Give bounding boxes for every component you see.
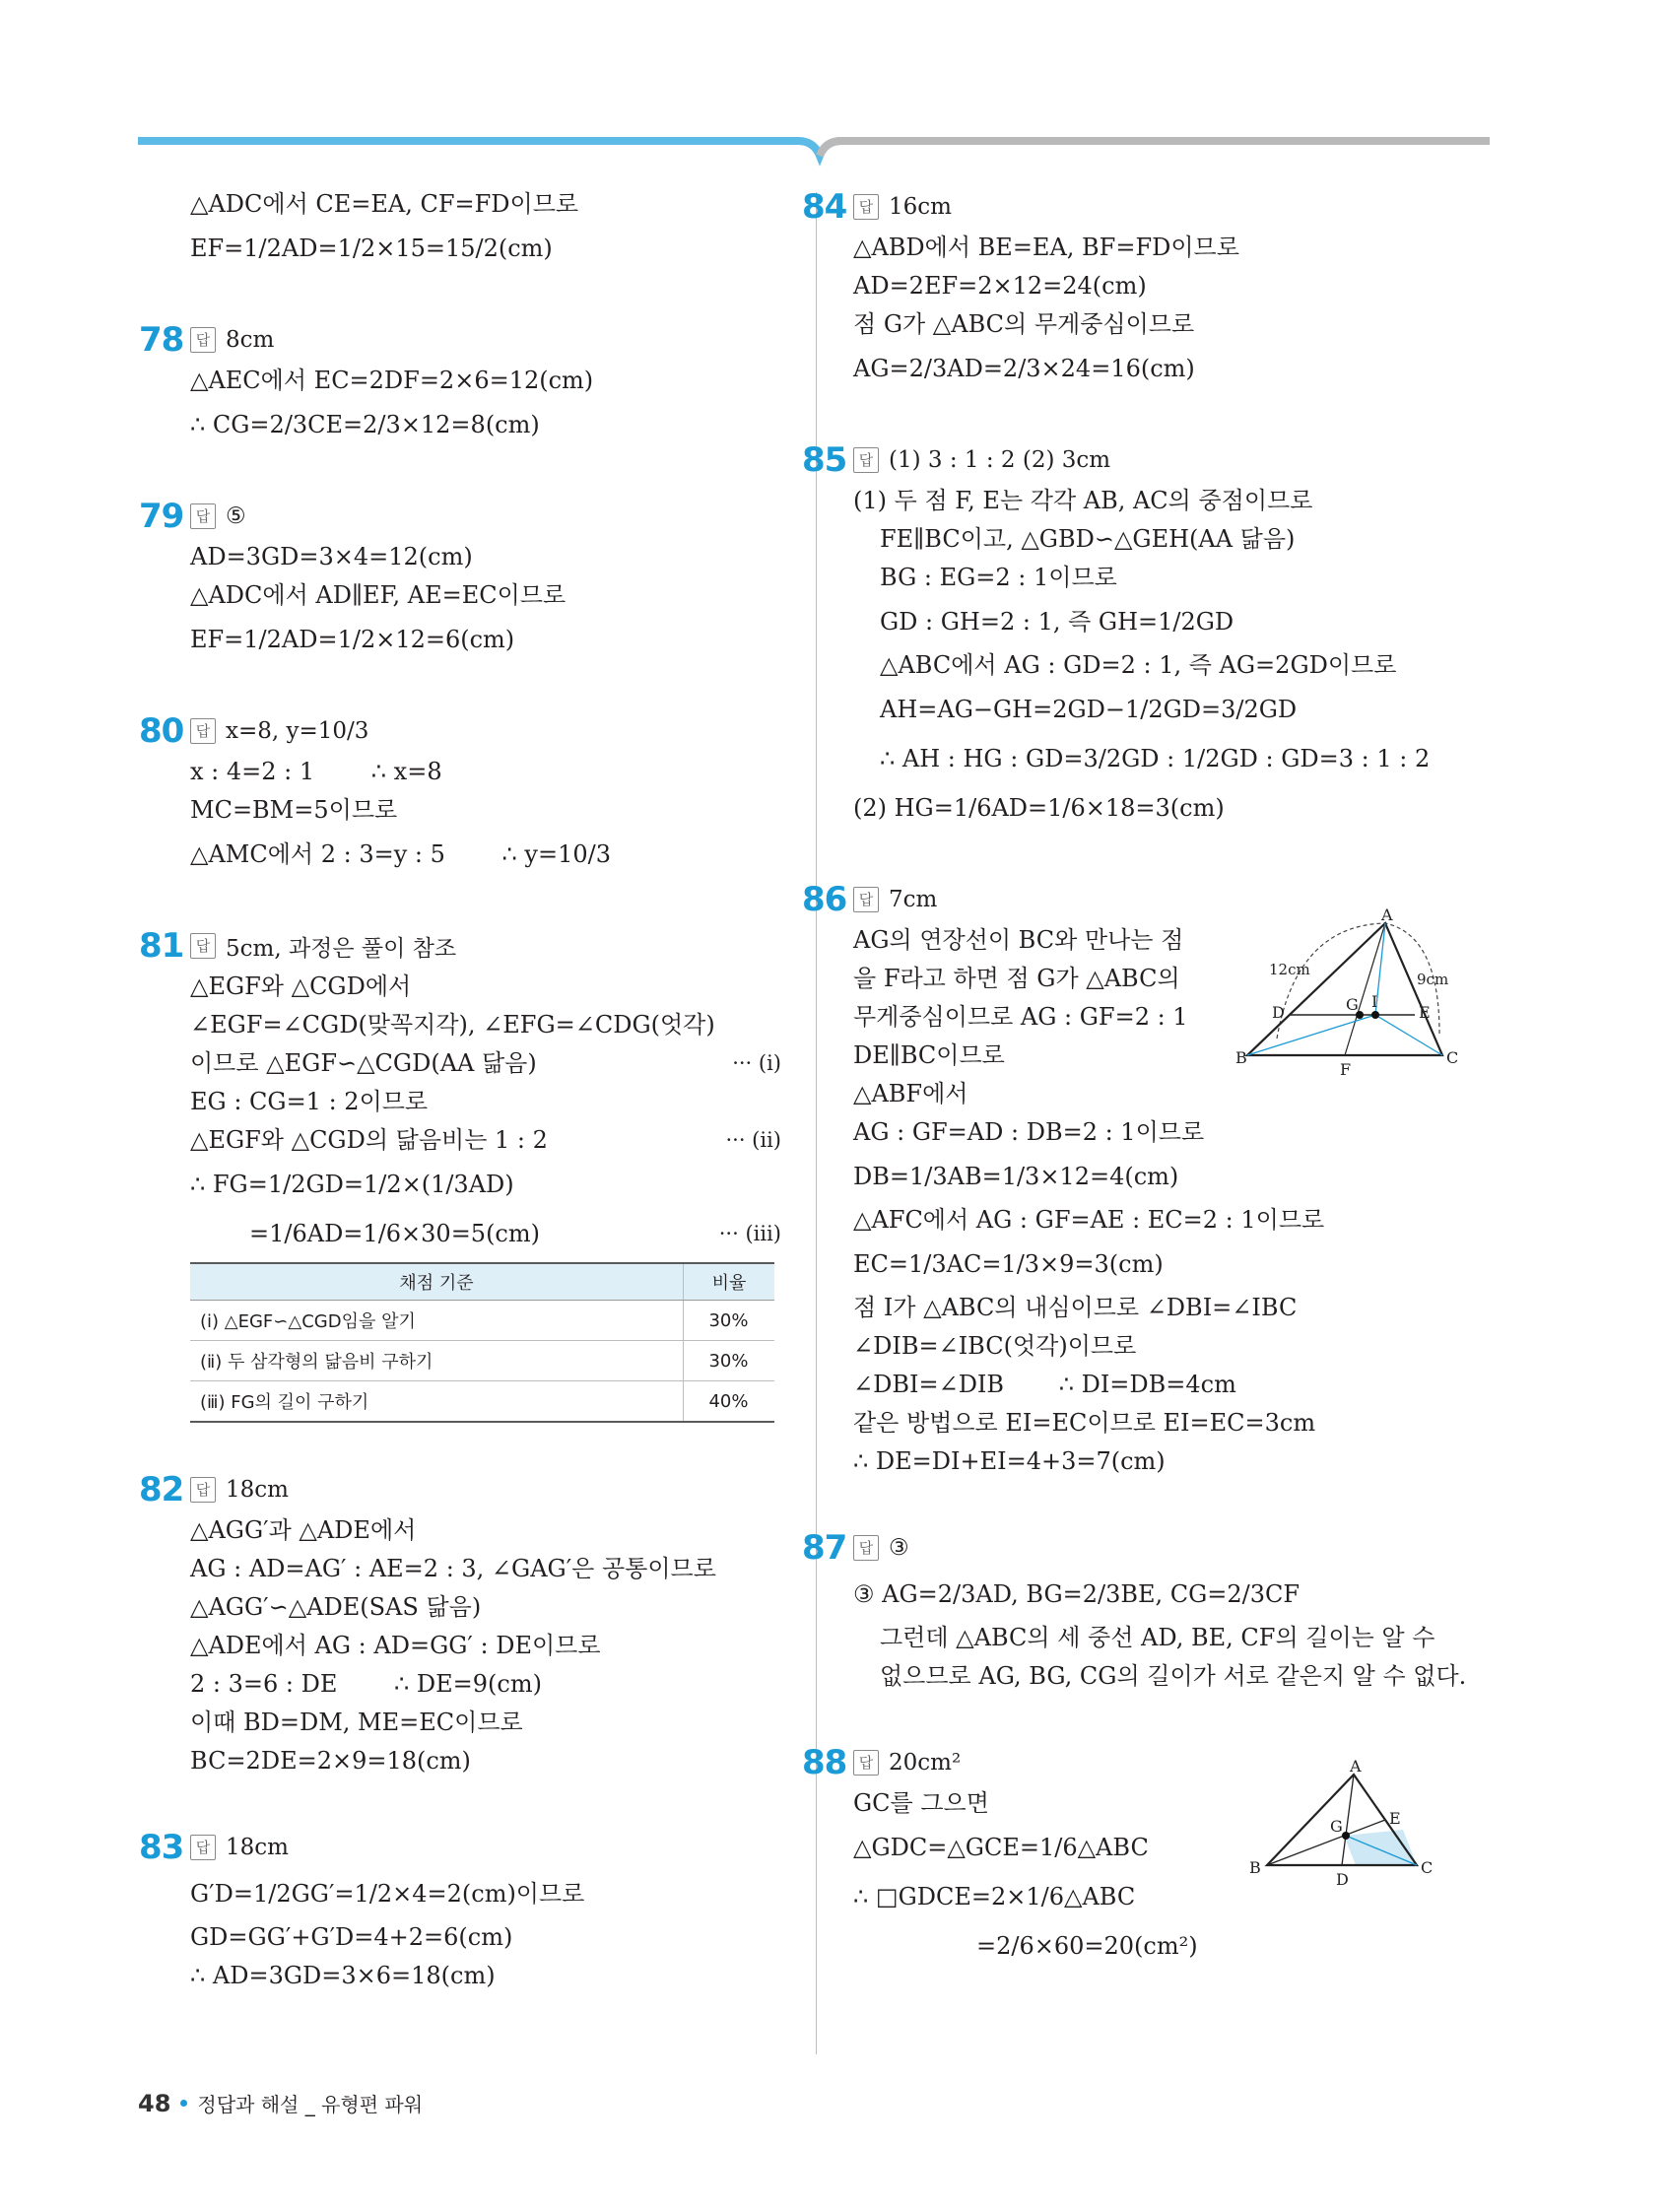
solution-line: ∴ DE=DI+EI=4+3=7(cm) [853, 1447, 1166, 1475]
label-i: I [1371, 992, 1378, 1011]
problem-84-header [802, 185, 1484, 229]
footer-title: 정답과 해설 _ 유형편 파워 [197, 2093, 424, 2116]
label-e: E [1389, 1809, 1401, 1828]
answer-tag: 답 [853, 447, 879, 473]
solution-line: ∴ AH : HG : GD=3/2GD : 1/2GD : GD=3 : 1 : 2 [880, 745, 1431, 772]
solution-part: 이므로 △EGF∽△CGD(AA 닮음) [190, 1049, 537, 1077]
answer-value: ⑤ [226, 503, 246, 529]
point-g [1342, 1832, 1350, 1840]
solution-line: G′D=1/2GG′=1/2×4=2(cm)이므로 [190, 1880, 585, 1908]
solution-line: 무게중심이므로 AG : GF=2 : 1 [853, 1003, 1188, 1031]
solution-line: ∴ FG=1/2GD=1/2×(1/3AD) [190, 1171, 514, 1198]
solution-line: ∴ CG=2/3CE=2/3×12=8(cm) [190, 411, 540, 438]
bisector-ci [1375, 1015, 1442, 1055]
solution-line [190, 1044, 781, 1083]
label-b: B [1249, 1858, 1261, 1877]
solution-line: FE∥BC이고, △GBD∽△GEH(AA 닮음) [880, 525, 1296, 553]
solution-line [190, 753, 781, 791]
solution-part: ∴ DE=9(cm) [394, 1670, 542, 1698]
solution-line: DB=1/3AB=1/3×12=4(cm) [853, 1163, 1179, 1190]
step-marker: ··· (ⅰ) [732, 1051, 781, 1075]
solution-line: EF=1/2AD=1/2×12=6(cm) [190, 626, 515, 653]
scoring-header-criteria: 채점 기준 [190, 1263, 684, 1301]
step-marker: ··· (ⅲ) [718, 1222, 781, 1245]
answer-value: (1) 3 : 1 : 2 (2) 3cm [889, 447, 1111, 473]
answer-tag: 답 [190, 933, 216, 959]
solution-line: ∠EGF=∠CGD(맞꼭지각), ∠EFG=∠CDG(엇각) [190, 1011, 715, 1039]
solution-line: △ADE에서 AG : AD=GG′ : DE이므로 [190, 1632, 601, 1659]
label-a: A [1381, 905, 1393, 924]
solution-line: BC=2DE=2×9=18(cm) [190, 1747, 471, 1775]
answer-tag: 답 [190, 1835, 216, 1860]
problem-number: 82 [139, 1470, 184, 1509]
solution-part: △EGF와 △CGD의 닮음비는 1 : 2 [190, 1126, 548, 1154]
problem-number: 88 [802, 1743, 847, 1782]
answer-tag: 답 [853, 1750, 879, 1776]
answer-tag: 답 [190, 718, 216, 744]
table-cell: (ⅰ) △EGF∽△CGD임을 알기 [190, 1301, 684, 1341]
page-footer [138, 2089, 423, 2117]
solution-line: 없으므로 AG, BG, CG의 길이가 서로 같은지 알 수 없다. [880, 1662, 1467, 1690]
solution-line: △AGG′∽△ADE(SAS 닮음) [190, 1593, 482, 1621]
solution-line: ∠DIB=∠IBC(엇각)이므로 [853, 1332, 1137, 1360]
problem-number: 78 [139, 320, 184, 360]
label-g: G [1330, 1817, 1343, 1836]
label-e: E [1419, 1003, 1431, 1022]
solution-line [190, 830, 781, 879]
problem-number: 83 [139, 1828, 184, 1867]
bisector-bi [1247, 1015, 1375, 1055]
scoring-table [190, 1262, 774, 1423]
solution-line: AH=AG−GH=2GD−1/2GD=3/2GD [880, 696, 1298, 723]
answer-tag: 답 [853, 194, 879, 220]
solution-line: △ABD에서 BE=EA, BF=FD이므로 [853, 234, 1239, 261]
answer-value: 7cm [889, 887, 938, 912]
label-d: D [1336, 1870, 1349, 1889]
solution-part: 2 : 3=6 : DE [190, 1670, 338, 1698]
solution-line [190, 1209, 781, 1258]
answer-value: 18cm [226, 1477, 289, 1503]
label-f: F [1340, 1060, 1352, 1079]
answer-value: 5cm, 과정은 풀이 참조 [226, 935, 457, 962]
answer-value: x=8, y=10/3 [226, 718, 369, 744]
solution-line: △GDC=△GCE=1/6△ABC [853, 1834, 1149, 1861]
triangle-figure-88 [1247, 1757, 1464, 1903]
solution-line: △EGF와 △CGD에서 [190, 972, 412, 1000]
solution-part: x : 4=2 : 1 [190, 758, 315, 785]
intro-line-1: △ADC에서 CE=EA, CF=FD이므로 [190, 190, 579, 218]
solution-line: (1) 두 점 F, E는 각각 AB, AC의 중점이므로 [853, 487, 1313, 514]
solution-line: EC=1/3AC=1/3×9=3(cm) [853, 1250, 1164, 1278]
left-column [139, 185, 781, 1995]
answer-value: 16cm [889, 194, 952, 220]
solution-line: BG : EG=2 : 1이므로 [880, 564, 1117, 591]
answer-tag: 답 [190, 1477, 216, 1503]
solution-part: ∴ y=10/3 [501, 840, 611, 868]
bullet-icon [180, 2100, 187, 2107]
answer-tag: 답 [853, 1535, 879, 1561]
triangle-abc [1247, 923, 1442, 1055]
label-b: B [1235, 1048, 1247, 1067]
solution-line: 같은 방법으로 EI=EC이므로 EI=EC=3cm [853, 1409, 1316, 1437]
label-a: A [1350, 1757, 1362, 1776]
answer-value: 8cm [226, 327, 275, 353]
answer-tag: 답 [853, 887, 879, 912]
solution-part: ∠DBI=∠DIB [853, 1371, 1005, 1398]
solution-part: =1/6AD=1/6×30=5(cm) [249, 1220, 540, 1247]
problem-87-header [802, 1526, 1484, 1570]
problem-88-body [853, 1757, 1484, 1971]
solution-line: 을 F라고 하면 점 G가 △ABC의 [853, 965, 1180, 992]
table-cell: 30% [684, 1301, 775, 1341]
solution-line: AG의 연장선이 BC와 만나는 점 [853, 926, 1184, 954]
problem-82-header [139, 1468, 781, 1511]
shaded-gdce [1344, 1830, 1417, 1865]
problem-number: 81 [139, 926, 184, 966]
right-column [802, 185, 1484, 1971]
scoring-header-ratio: 비율 [684, 1263, 775, 1301]
solution-line: 그런데 △ABC의 세 중선 AD, BE, CF의 길이는 알 수 [880, 1624, 1435, 1651]
intro-line-2: EF=1/2AD=1/2×15=15/2(cm) [190, 235, 553, 262]
problem-79-header [139, 495, 781, 538]
problem-number: 84 [802, 187, 847, 227]
solution-line: AG : GF=AD : DB=2 : 1이므로 [853, 1118, 1205, 1146]
table-cell: (ⅲ) FG의 길이 구하기 [190, 1381, 684, 1423]
solution-line: EG : CG=1 : 2이므로 [190, 1088, 429, 1115]
problem-81-header [139, 924, 781, 968]
answer-value: 18cm [226, 1835, 289, 1860]
problem-80-header [139, 709, 781, 753]
solution-line: AD=2EF=2×12=24(cm) [853, 272, 1147, 300]
solution-line: MC=BM=5이므로 [190, 796, 398, 824]
problem-83-header [139, 1826, 781, 1869]
solution-line: ③ AG=2/3AD, BG=2/3BE, CG=2/3CF [853, 1580, 1301, 1608]
problem-number: 79 [139, 497, 184, 536]
table-cell: (ⅱ) 두 삼각형의 닮음비 구하기 [190, 1341, 684, 1381]
table-row [190, 1341, 774, 1381]
solution-line: DE∥BC이므로 [853, 1041, 1005, 1069]
table-cell: 30% [684, 1341, 775, 1381]
solution-line: AG=2/3AD=2/3×24=16(cm) [853, 355, 1195, 382]
page-number: 48 [138, 2089, 171, 2117]
solution-line: 이때 BD=DM, ME=EC이므로 [190, 1709, 523, 1736]
answer-value: ③ [889, 1535, 909, 1561]
solution-line: (2) HG=1/6AD=1/6×18=3(cm) [853, 794, 1225, 822]
label-c: C [1446, 1048, 1459, 1067]
solution-part: △AMC에서 2 : 3=y : 5 [190, 840, 445, 868]
step-marker: ··· (ⅱ) [725, 1128, 781, 1152]
table-row [190, 1381, 774, 1423]
solution-line: GC를 그으면 [853, 1789, 989, 1817]
problem-number: 86 [802, 880, 847, 919]
problem-number: 80 [139, 711, 184, 751]
solution-part: ∴ DI=DB=4cm [1058, 1371, 1236, 1398]
solution-line: GD=GG′+G′D=4+2=6(cm) [190, 1923, 513, 1951]
solution-line: △AGG′과 △ADE에서 [190, 1516, 417, 1544]
solution-line: △AFC에서 AG : GF=AE : EC=2 : 1이므로 [853, 1206, 1325, 1234]
answer-value: 20cm² [889, 1750, 962, 1776]
solution-line: GD : GH=2 : 1, 즉 GH=1/2GD [880, 608, 1234, 636]
answer-tag: 답 [190, 503, 216, 529]
solution-line: 점 G가 △ABC의 무게중심이므로 [853, 310, 1195, 338]
circumcircle-arc [1277, 923, 1439, 1039]
solution-line: AG : AD=AG′ : AE=2 : 3, ∠GAG′은 공통이므로 [190, 1555, 716, 1582]
answer-tag: 답 [190, 327, 216, 353]
header-bar [0, 0, 1668, 197]
point-i [1371, 1011, 1379, 1019]
table-cell: 40% [684, 1381, 775, 1423]
label-g: G [1346, 995, 1359, 1014]
label-c: C [1421, 1858, 1434, 1877]
problem-85-header [802, 438, 1484, 482]
solution-line: ∴ AD=3GD=3×6=18(cm) [190, 1962, 496, 1989]
table-row [190, 1301, 774, 1341]
label-12cm: 12cm [1269, 961, 1310, 978]
problem-number: 87 [802, 1528, 847, 1568]
label-9cm: 9cm [1417, 971, 1449, 988]
problem-86-body [853, 905, 1484, 1481]
solution-line [190, 1121, 781, 1160]
solution-line: △ADC에서 AD∥EF, AE=EC이므로 [190, 581, 567, 609]
solution-line [190, 1665, 781, 1704]
solution-line: =2/6×60=20(cm²) [976, 1932, 1198, 1960]
solution-line: 점 I가 △ABC의 내심이므로 ∠DBI=∠IBC [853, 1294, 1298, 1321]
problem-78-header [139, 318, 781, 362]
solution-line [853, 1366, 1484, 1404]
solution-line: △ABF에서 [853, 1080, 968, 1107]
solution-line: △AEC에서 EC=2DF=2×6=12(cm) [190, 367, 594, 394]
solution-line: ∴ □GDCE=2×1/6△ABC [853, 1883, 1136, 1910]
triangle-figure-86 [1235, 905, 1474, 1083]
solution-line: AD=3GD=3×4=12(cm) [190, 543, 473, 570]
label-d: D [1272, 1003, 1285, 1022]
problem-number: 85 [802, 440, 847, 480]
solution-part: ∴ x=8 [370, 758, 442, 785]
solution-line: △ABC에서 AG : GD=2 : 1, 즉 AG=2GD이므로 [880, 651, 1397, 679]
